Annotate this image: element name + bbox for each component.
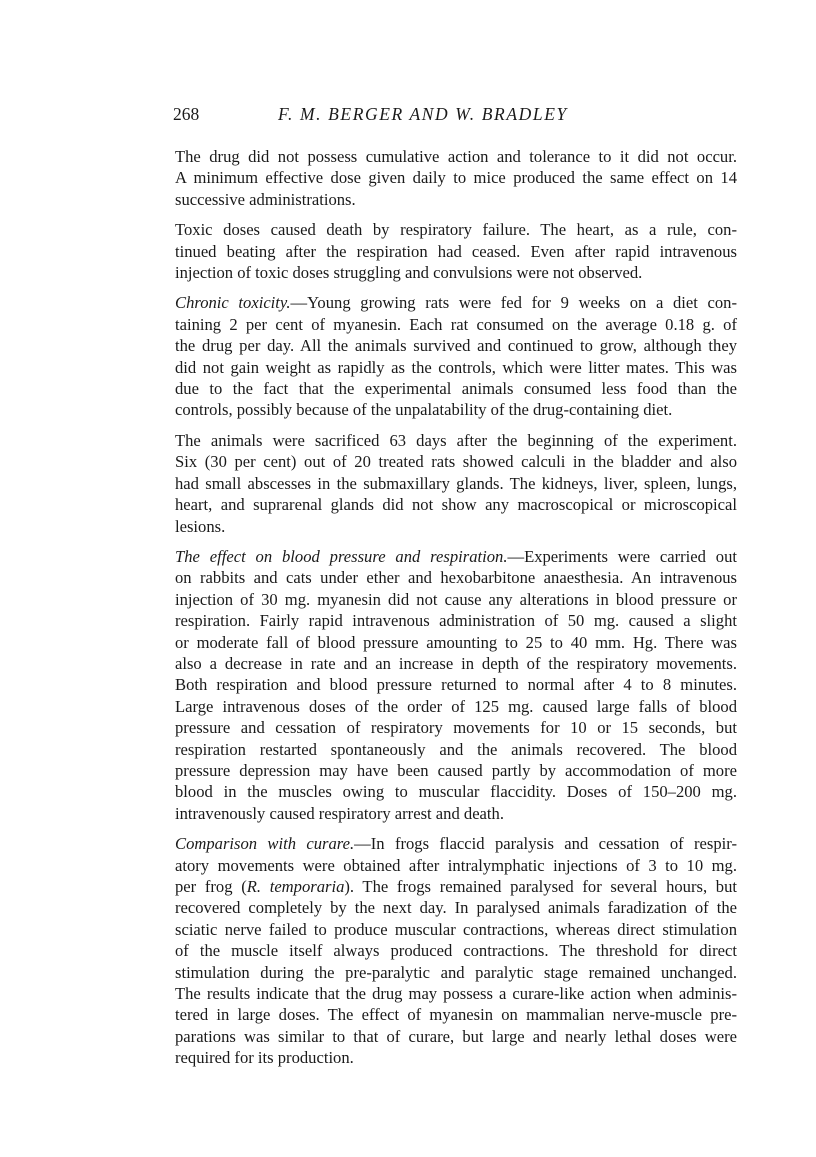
paragraph — [173, 430, 737, 537]
line-text: blood in the muscles owing to muscular flaccidity. Doses of 150–200 mg. — [175, 782, 737, 802]
text-line — [173, 516, 737, 537]
line-text: the drug per day. All the animals survived and continued to grow, although they — [175, 336, 737, 356]
paragraph — [173, 833, 737, 1068]
text-line — [173, 653, 737, 674]
line-text: taining 2 per cent of myanesin. Each rat consumed on the average 0.18 g. of — [175, 314, 737, 334]
line-text: —In frogs flaccid paralysis and cessation of respir- — [354, 834, 738, 854]
line-text: A minimum effective dose given daily to mice produced the same effect on 14 — [175, 168, 737, 188]
line-text: The drug did not possess cumulative action and tolerance to it did not occur. — [175, 147, 737, 166]
running-head: F. M. BERGER AND W. BRADLEY — [278, 104, 568, 124]
text-line — [173, 430, 737, 451]
section-heading: Chronic toxicity. — [175, 293, 291, 313]
line-text: injection of toxic doses struggling and convulsions were not observed. — [175, 263, 643, 283]
line-text: heart, and suprarenal glands did not show any macroscopical or microscopical — [175, 495, 737, 515]
text-line — [173, 760, 737, 781]
line-text: pressure and cessation of respiratory movements for 10 or 15 seconds, but — [175, 718, 737, 738]
line-text: Both respiration and blood pressure returned to normal after 4 to 8 minutes. — [175, 675, 737, 695]
line-text: had small abscesses in the submaxillary glands. The kidneys, liver, spleen, lungs, — [175, 473, 737, 493]
line-text: required for its production. — [175, 1048, 354, 1068]
line-text: on rabbits and cats under ether and hexobarbitone anaesthesia. An intravenous — [175, 568, 737, 588]
text-line — [173, 876, 737, 897]
line-text: successive administrations. — [175, 189, 356, 209]
text-line — [173, 399, 737, 420]
line-text: injection of 30 mg. myanesin did not cause any alterations in blood pressure or — [175, 589, 737, 609]
line-text: pressure depression may have been caused partly by accommodation of more — [175, 760, 737, 780]
text-line — [173, 546, 737, 567]
text-line — [173, 1047, 737, 1068]
paragraph — [173, 146, 737, 210]
line-text: parations was similar to that of curare, but large and nearly lethal doses were — [175, 1026, 737, 1046]
line-text: —Young growing rats were fed for 9 weeks on a diet con- — [290, 293, 737, 313]
text-line — [173, 1004, 737, 1025]
text-line — [173, 378, 737, 399]
text-line — [173, 241, 737, 262]
text-line — [173, 940, 737, 961]
line-text: stimulation during the pre-paralytic and paralytic stage remained unchanged. — [175, 962, 737, 982]
line-text: did not gain weight as rapidly as the controls, which were litter mates. This was — [175, 357, 737, 377]
section-heading: Comparison with curare. — [175, 834, 355, 854]
text-line — [173, 674, 737, 695]
text-line — [173, 1026, 737, 1047]
line-text: or moderate fall of blood pressure amounting to 25 to 40 mm. Hg. There was — [175, 632, 737, 652]
text-line — [173, 983, 737, 1004]
page-number: 268 — [173, 104, 200, 124]
text-line — [173, 494, 737, 515]
text-line — [173, 717, 737, 738]
line-text: The results indicate that the drug may possess a curare-like action when adminis- — [175, 984, 737, 1004]
text-line — [173, 167, 737, 188]
line-text: tered in large doses. The effect of myanesin on mammalian nerve-muscle pre- — [175, 1005, 737, 1025]
line-text: respiration restarted spontaneously and the animals recovered. The blood — [175, 739, 737, 759]
text-line — [173, 833, 737, 854]
text-line — [173, 357, 737, 378]
text-line — [173, 473, 737, 494]
line-text: lesions. — [175, 516, 226, 536]
line-text: tinued beating after the respiration had ceased. Even after rapid intravenous — [175, 241, 737, 261]
line-text: atory movements were obtained after intralymphatic injections of 3 to 10 mg. — [175, 855, 737, 875]
text-line — [173, 781, 737, 802]
text-line — [173, 219, 737, 240]
line-text: recovered completely by the next day. In paralysed animals faradization of the — [175, 898, 737, 918]
text-line — [173, 146, 737, 167]
text-line — [173, 292, 737, 313]
text-line — [173, 610, 737, 631]
line-text: Toxic doses caused death by respiratory failure. The heart, as a rule, con- — [175, 220, 737, 240]
line-text: Large intravenous doses of the order of 125 mg. caused large falls of blood — [175, 696, 737, 716]
text-line — [173, 696, 737, 717]
text-line — [173, 919, 737, 940]
text-line — [173, 739, 737, 760]
line-text: The animals were sacrificed 63 days after the beginning of the experiment. — [175, 430, 737, 450]
line-text: intravenously caused respiratory arrest and death. — [175, 803, 504, 823]
paragraph — [173, 546, 737, 824]
page-header — [173, 104, 737, 130]
text-line — [173, 451, 737, 472]
line-text: also a decrease in rate and an increase in depth of the respiratory movements. — [175, 653, 737, 673]
text-line — [173, 632, 737, 653]
species-name: R. temporaria — [246, 877, 345, 896]
text-line — [173, 314, 737, 335]
line-text: —Experiments were carried out — [507, 546, 738, 566]
line-text: due to the fact that the experimental animals consumed less food than the — [175, 379, 737, 399]
text-line — [173, 855, 737, 876]
text-line — [173, 335, 737, 356]
line-text: sciatic nerve failed to produce muscular contractions, whereas direct stimulation — [175, 919, 737, 939]
text-line — [173, 803, 737, 824]
paragraph — [173, 292, 737, 420]
line-text: per frog (R. temporaria). The frogs remained paralysed for several hours, but — [175, 877, 737, 896]
text-line — [173, 589, 737, 610]
text-line — [173, 262, 737, 283]
line-text: of the muscle itself always produced contractions. The threshold for direct — [175, 941, 737, 961]
text-line — [173, 189, 737, 210]
line-text: Six (30 per cent) out of 20 treated rats showed calculi in the bladder and also — [175, 452, 737, 472]
text-line — [173, 962, 737, 983]
section-heading: The effect on blood pressure and respiration. — [175, 546, 508, 566]
paragraph — [173, 219, 737, 283]
text-line — [173, 567, 737, 588]
line-text: respiration. Fairly rapid intravenous administration of 50 mg. caused a slight — [175, 611, 737, 631]
text-line — [173, 897, 737, 918]
article-body — [173, 146, 737, 1078]
line-text: controls, possibly because of the unpalatability of the drug-containing diet. — [175, 400, 673, 420]
